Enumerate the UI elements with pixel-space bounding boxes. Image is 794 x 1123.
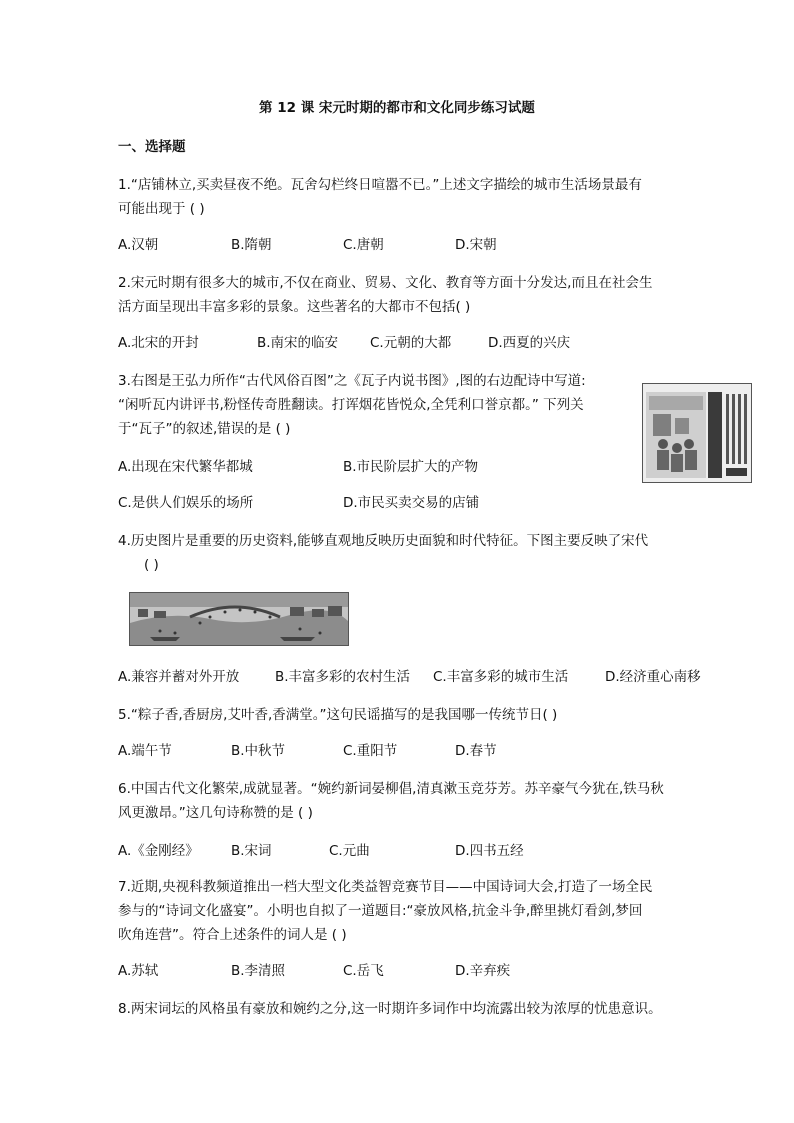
page-title: 第 12 课 宋元时期的都市和文化同步练习试题 [259, 100, 535, 116]
question-text: 4.历史图片是重要的历史资料,能够直观地反映历史面貌和时代特征。下图主要反映了宋代 [118, 533, 649, 549]
option-d: D.西夏的兴庆 [488, 335, 571, 351]
question-text: 7.近期,央视科教频道推出一档大型文化类益智竞赛节目——中国诗词大会,打造了一场全民 [118, 879, 653, 895]
storytelling-illustration [642, 383, 752, 483]
question-text: 6.中国古代文化繁荣,成就显著。“婉约新词晏柳倡,清真漱玉竞芬芳。苏辛豪气今犹在,铁马秋 [118, 781, 664, 797]
option-a: A.北宋的开封 [118, 335, 199, 351]
city-scene-painting [129, 592, 349, 646]
option-d: D.春节 [455, 743, 497, 759]
question-text: 2.宋元时期有很多大的城市,不仅在商业、贸易、文化、教育等方面十分发达,而且在社会生 [118, 275, 653, 291]
option-c: C.重阳节 [343, 743, 398, 759]
question-text: 于“瓦子”的叙述,错误的是 ( ) [118, 421, 291, 437]
question-text: 参与的“诗词文化盛宴”。小明也自拟了一道题目:“豪放风格,抗金斗争,醉里挑灯看剑,梦回 [118, 903, 643, 919]
question-text: 8.两宋词坛的风格虽有豪放和婉约之分,这一时期许多词作中均流露出较为浓厚的忧患意识。 [118, 1001, 662, 1017]
option-a: A.汉朝 [118, 237, 159, 253]
question-text: 风更激昂。”这几句诗称赞的是 ( ) [118, 805, 313, 821]
option-c: C.唐朝 [343, 237, 384, 253]
option-c: C.岳飞 [343, 963, 384, 979]
option-a: A.出现在宋代繁华都城 [118, 459, 253, 475]
option-d: D.四书五经 [455, 843, 524, 859]
question-text: 活方面呈现出丰富多彩的景象。这些著名的大都市不包括( ) [118, 299, 471, 315]
option-b: B.丰富多彩的农村生活 [275, 669, 411, 685]
option-a: A.《金刚经》 [118, 843, 199, 859]
option-c: C.丰富多彩的城市生活 [433, 669, 569, 685]
question-text: 5.“粽子香,香厨房,艾叶香,香满堂。”这句民谣描写的是我国哪一传统节日( ) [118, 707, 558, 723]
question-text: “闲听瓦内讲评书,粉怪传奇胜翻读。打诨烟花皆悦众,全凭利口誉京都。” 下列关 [118, 397, 584, 413]
question-text: 1.“店铺林立,买卖昼夜不绝。瓦舍勾栏终日喧嚣不已。”上述文字描绘的城市生活场景最有 [118, 177, 642, 193]
painting-icon [130, 593, 348, 645]
option-a: A.苏轼 [118, 963, 159, 979]
option-d: D.经济重心南移 [605, 669, 701, 685]
option-b: B.中秋节 [231, 743, 286, 759]
question-text: 可能出现于 ( ) [118, 201, 205, 217]
option-c: C.元曲 [329, 843, 370, 859]
option-a: A.端午节 [118, 743, 172, 759]
option-b: B.李清照 [231, 963, 286, 979]
question-text: 3.右图是王弘力所作“古代风俗百图”之《瓦子内说书图》,图的右边配诗中写道: [118, 373, 586, 389]
option-d: D.宋朝 [455, 237, 497, 253]
option-c: C.元朝的大都 [370, 335, 452, 351]
storytelling-scene-icon [643, 384, 751, 482]
section-heading: 一、选择题 [118, 139, 186, 155]
option-d: D.市民买卖交易的店铺 [343, 495, 480, 511]
question-text: 吹角连营”。符合上述条件的词人是 ( ) [118, 927, 347, 943]
option-c: C.是供人们娱乐的场所 [118, 495, 254, 511]
option-d: D.辛弃疾 [455, 963, 511, 979]
option-b: B.市民阶层扩大的产物 [343, 459, 479, 475]
question-text: ( ) [144, 557, 159, 573]
option-b: B.宋词 [231, 843, 272, 859]
option-b: B.南宋的临安 [257, 335, 339, 351]
option-a: A.兼容并蓄对外开放 [118, 669, 240, 685]
option-b: B.隋朝 [231, 237, 272, 253]
